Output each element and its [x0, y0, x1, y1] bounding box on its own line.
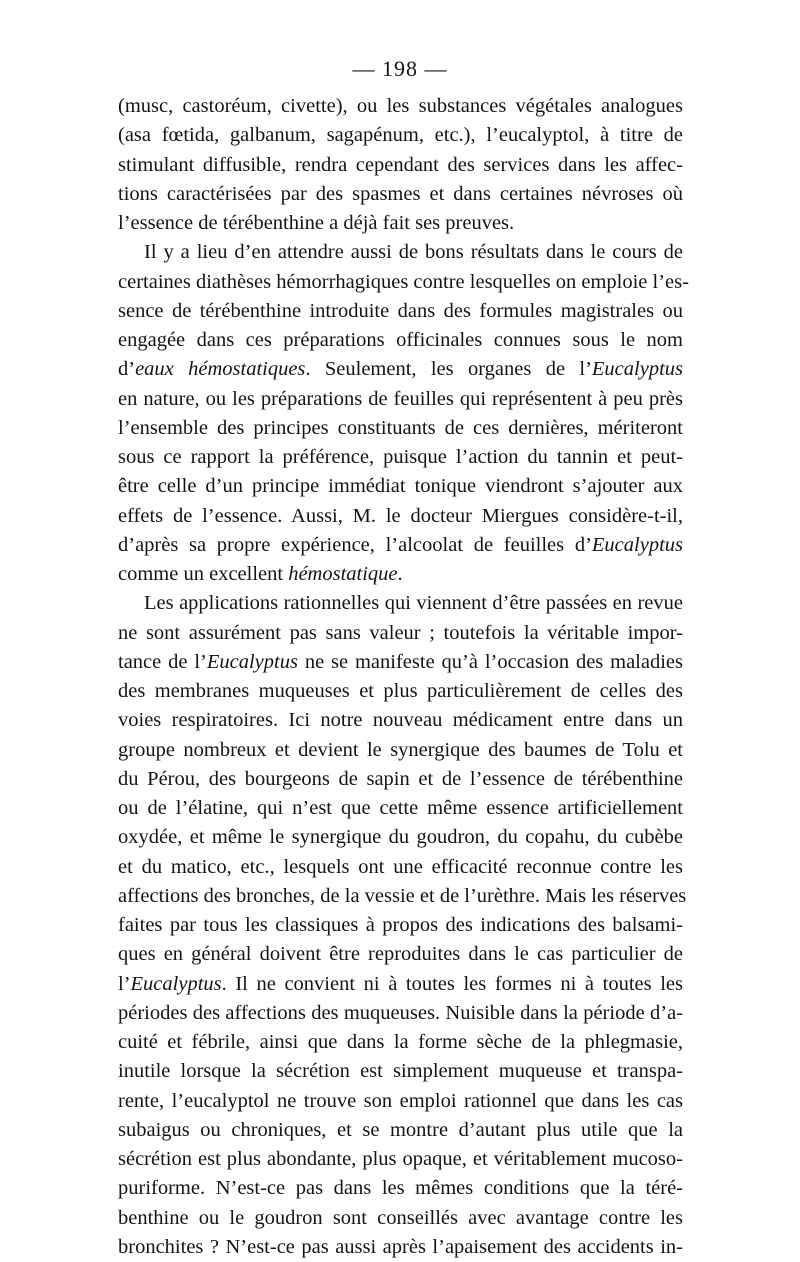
text-line: [118, 1204, 683, 1233]
line-text: bronchites ? N’est-ce pas aussi après l’apaisement des accidents in-: [118, 1235, 683, 1258]
line-text: d’après sa propre expérience, l’alcoolat de feuilles d’: [118, 533, 592, 556]
line-text: voies respiratoires. Ici notre nouveau médicament entre dans un: [118, 709, 683, 732]
text-line: [118, 1145, 683, 1174]
line-text: benthine ou le goudron sont conseillés avec avantage contre les: [118, 1206, 683, 1229]
line-text: puriforme. N’est-ce pas dans les mêmes conditions que la téré-: [118, 1177, 683, 1200]
line-text: tance de l’: [118, 650, 207, 673]
line-text: l’ensemble des principes constituants de ces dernières, mériteront: [118, 416, 683, 439]
italic-text: eaux hémostatiques: [135, 358, 306, 381]
text-line: [118, 1028, 683, 1057]
line-text: comme un excellent: [118, 563, 289, 585]
text-line: [118, 121, 683, 150]
line-text: . Il ne convient ni à toutes les formes ni à toutes les: [221, 972, 683, 995]
text-line: [118, 765, 683, 794]
line-text: faites par tous les classiques à propos des indications des balsami-: [118, 914, 683, 936]
line-text: ne se manifeste qu’à l’occasion des maladies: [297, 650, 683, 673]
line-text: oxydée, et même le synergique du goudron, du copahu, du cubèbe: [118, 826, 683, 849]
line-text: inutile lorsque la sécrétion est simplement muqueuse et transpa-: [118, 1060, 683, 1083]
line-text: . Seulement, les organes de l’: [305, 358, 592, 381]
text-line: [118, 1087, 683, 1116]
line-text: engagée dans ces préparations officinales connues sous le nom: [118, 329, 683, 351]
line-text: être celle d’un principe immédiat tonique viendront s’ajouter aux: [118, 475, 683, 498]
text-line: [118, 882, 687, 911]
italic-text: Eucalyptus: [591, 533, 683, 556]
text-line: [118, 443, 683, 472]
line-text: sence de térébenthine introduite dans des formules magistrales ou: [118, 299, 683, 322]
text-line: [118, 970, 683, 999]
text-line: [118, 238, 683, 267]
text-line: [118, 92, 683, 121]
text-line: [118, 502, 683, 531]
text-line: [118, 619, 683, 648]
text-line: [118, 648, 683, 677]
line-text: l’essence de térébenthine a déjà fait ses preuves.: [118, 212, 515, 234]
text-line: [118, 414, 683, 443]
text-line: [118, 209, 683, 238]
text-line: [118, 180, 683, 209]
line-text: sous ce rapport la préférence, puisque l’action du tannin et peut-: [118, 446, 683, 468]
text-line: [118, 151, 683, 180]
text-line: [118, 999, 683, 1028]
text-line: [118, 940, 683, 969]
text-line: [118, 268, 689, 297]
line-text: ne sont assurément pas sans valeur ; toutefois la véritable impor-: [118, 621, 683, 644]
text-line: [118, 911, 683, 940]
line-text: subaigus ou chroniques, et se montre d’autant plus utile que la: [118, 1118, 683, 1141]
line-text: ou de l’élatine, qui n’est que cette même essence artificiellement: [118, 797, 683, 819]
line-text: affections des bronches, de la vessie et de l’urèthre. Mais les réserves: [118, 884, 687, 907]
line-text: Les applications rationnelles qui viennent d’être passées en revue: [144, 592, 683, 615]
italic-text: hémostatique: [288, 563, 398, 585]
line-text: d’: [118, 358, 136, 381]
text-line: [118, 1174, 683, 1203]
text-line: [118, 1057, 683, 1086]
text-line: [118, 706, 683, 735]
line-text: tions caractérisées par des spasmes et dans certaines névroses où: [118, 182, 683, 205]
text-line: [118, 1116, 683, 1145]
body-text: [118, 92, 689, 1262]
line-text: certaines diathèses hémorrhagiques contre lesquelles on emploie l’es-: [118, 270, 689, 293]
line-text: en nature, ou les préparations de feuilles qui représentent à peu près: [118, 387, 683, 410]
line-text: groupe nombreux et devient le synergique des baumes de Tolu et: [118, 738, 683, 761]
line-text: des membranes muqueuses et plus particulièrement de celles des: [118, 680, 683, 702]
text-line: [118, 560, 683, 589]
line-text: du Pérou, des bourgeons de sapin et de l’essence de térébenthine: [118, 767, 683, 790]
line-text: rente, l’eucalyptol ne trouve son emploi rationnel que dans les cas: [118, 1089, 683, 1112]
text-line: [118, 823, 683, 852]
italic-text: Eucalyptus: [130, 972, 222, 995]
text-line: [118, 326, 683, 355]
text-line: [118, 589, 683, 618]
line-text: stimulant diffusible, rendra cependant des services dans les affec-: [118, 153, 683, 176]
text-line: [118, 853, 683, 882]
italic-text: Eucalyptus: [206, 650, 298, 673]
text-line: [118, 472, 683, 501]
line-text: ques en général doivent être reproduites dans le cas particulier de: [118, 943, 683, 966]
line-text: et du matico, etc., lesquels ont une efficacité reconnue contre les: [118, 855, 683, 878]
text-line: [118, 297, 683, 326]
text-line: [118, 385, 683, 414]
text-line: [118, 355, 683, 384]
line-text: Il y a lieu d’en attendre aussi de bons résultats dans le cours de: [144, 241, 683, 264]
line-text: l’: [118, 972, 131, 995]
line-text: (asa fœtida, galbanum, sagapénum, etc.), l’eucalyptol, à titre de: [118, 124, 683, 147]
line-text: périodes des affections des muqueuses. Nuisible dans la période d’a-: [118, 1001, 683, 1024]
line-text: (musc, castoréum, civette), ou les substances végétales analogues: [118, 95, 683, 117]
text-line: [118, 1233, 683, 1262]
line-text: cuité et fébrile, ainsi que dans la forme sèche de la phlegmasie,: [118, 1031, 683, 1053]
italic-text: Eucalyptus: [591, 358, 683, 381]
page-number: — 198 —: [352, 56, 448, 81]
line-text: effets de l’essence. Aussi, M. le docteur Miergues considère-t-il,: [118, 504, 683, 527]
text-line: [118, 736, 683, 765]
text-line: [118, 794, 683, 823]
line-text: .: [397, 563, 403, 585]
line-text: sécrétion est plus abondante, plus opaque, et véritablement mucoso-: [118, 1148, 683, 1170]
text-line: [118, 677, 683, 706]
text-line: [118, 531, 683, 560]
